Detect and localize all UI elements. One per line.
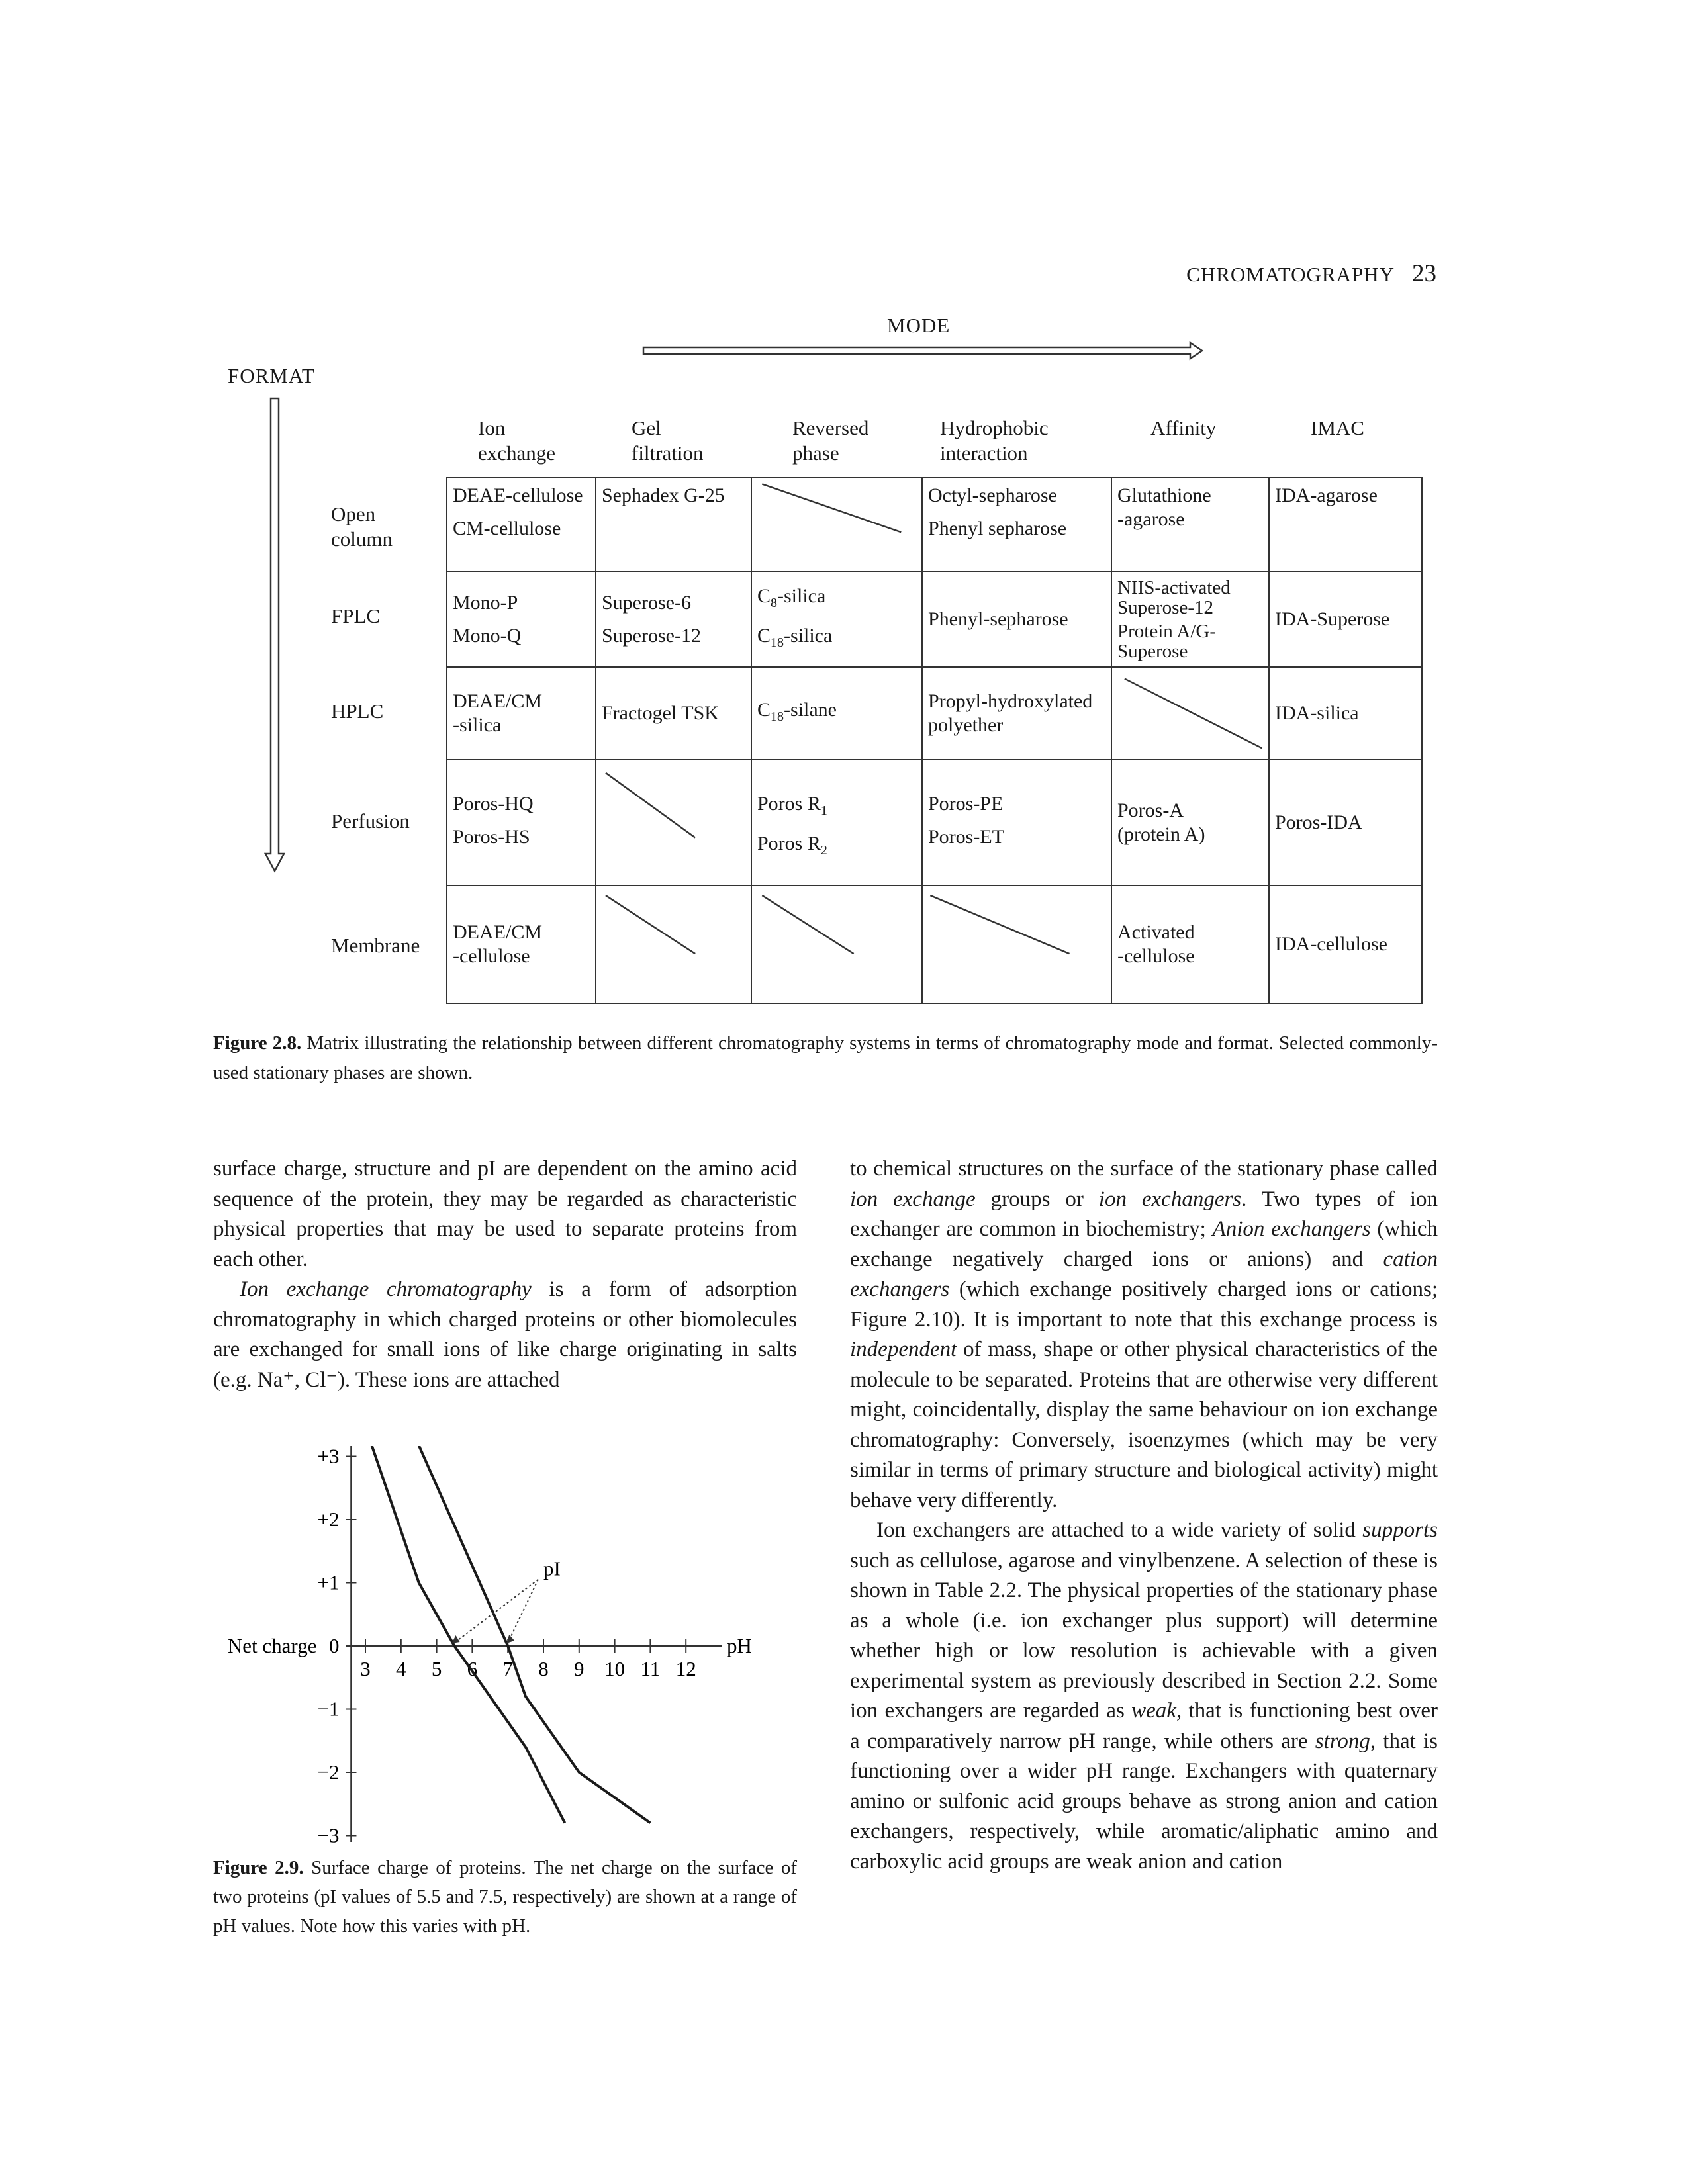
format-label: FORMAT xyxy=(228,364,315,387)
cell-fplc-imac: IDA-Superose xyxy=(1269,572,1422,667)
col-header-gel-filtration: Gel filtration xyxy=(632,416,704,465)
row-header-perfusion: Perfusion xyxy=(331,809,410,833)
cell-fplc-rp: $C_8$-silica $C_{18}$-silica xyxy=(751,572,922,667)
paragraph: surface charge, structure and pI are dependent on the amino acid sequence of the protein, they may be regarded as characteristic physical properties that may be used to separate proteins from each other. xyxy=(213,1157,797,1271)
pi-pointer-2 xyxy=(508,1580,538,1643)
cell-perf-rp: Poros $R_1$ Poros $R_2$ xyxy=(751,760,922,886)
paragraph: Ion exchange chromatography is a form of adsorption chromatography in which charged proteins or other biomolecules are exchanged for small ions of like charge originating in salts (e.g. Na⁺, Cl⁻). These ions are attached xyxy=(213,1277,797,1392)
y-tick-label: −3 xyxy=(317,1823,340,1843)
paragraph: Ion exchangers are attached to a wide variety of solid supports such as cellulose, agarose and vinylbenzene. A selection of these is shown in Table 2.2. The physical properties of the stationary phase as a whole (i.e. ion exchanger plus support) will determine whether high or low resolution is achievable with a given experimental system as previously described in Section 2.2. Some ion exchangers are regarded as weak, that is functioning best over a comparatively narrow pH range, while others are strong, that is functioning over a wider pH range. Exchangers with quaternary amino or sulfonic acid groups behave as strong anion and cation exchangers, respectively, while aromatic/aliphatic amino and carboxylic acid groups are weak anion and cation xyxy=(850,1518,1438,1874)
left-column-text xyxy=(213,1154,797,1395)
x-tick-label: 4 xyxy=(396,1657,406,1680)
col-header-affinity: Affinity xyxy=(1150,416,1217,439)
format-arrow-icon xyxy=(261,397,288,874)
y-axis-label: Net charge xyxy=(227,1634,317,1657)
pi-pointer-1 xyxy=(455,1580,538,1643)
caption-label: Figure 2.9. xyxy=(213,1857,304,1878)
col-header-hydrophobic: Hydrophobic interaction xyxy=(940,416,1049,465)
col-header-ion-exchange: Ion exchange xyxy=(478,416,556,465)
pi-annotation: pI xyxy=(543,1557,561,1580)
cell-hplc-hyd: Propyl-hydroxylated polyether xyxy=(922,667,1111,760)
row-header-open-column: Open column xyxy=(331,502,393,551)
cell-mem-hyd-empty xyxy=(922,886,1111,1003)
x-tick-label: 12 xyxy=(675,1657,696,1680)
cell-perf-imac: Poros-IDA xyxy=(1269,760,1422,886)
running-header xyxy=(1125,259,1436,288)
x-tick-label: 8 xyxy=(538,1657,549,1680)
paragraph: to chemical structures on the surface of the stationary phase called ion exchange groups or ion exchangers. Two types of ion exchanger are common in biochemistry; Anion exchangers (which exchange negatively charged ions or anions) and cation exchangers (which exchange positively charged ions or cations; Figure 2.10). It is important to note that this exchange process is independent of mass, shape or other physical characteristics of the molecule to be separated. Proteins that are otherwise very different might, coincidentally, display the same behaviour on ion exchange chromatography: Conversely, isoenzymes (which may be very similar in terms of primary structure and biological activity) might behave very differently. xyxy=(850,1157,1438,1512)
cell-open-aff: Glutathione -agarose xyxy=(1111,478,1269,572)
matrix-row-perfusion xyxy=(447,760,1422,886)
col-header-imac: IMAC xyxy=(1311,416,1364,439)
mode-label: MODE xyxy=(887,314,951,337)
y-tick-label: +1 xyxy=(317,1570,340,1594)
y-tick-label: −2 xyxy=(317,1760,340,1784)
x-tick-label: 11 xyxy=(640,1657,661,1680)
cell-fplc-ion: Mono-P Mono-Q xyxy=(447,572,596,667)
x-tick-label: 10 xyxy=(604,1657,626,1680)
series-line-2 xyxy=(415,1446,650,1823)
arrowhead-icon xyxy=(506,1635,514,1643)
row-header-hplc: HPLC xyxy=(331,700,384,723)
matrix-row-membrane xyxy=(447,886,1422,1003)
cell-perf-hyd: Poros-PE Poros-ET xyxy=(922,760,1111,886)
col-header-reversed-phase: Reversed phase xyxy=(792,416,869,465)
cell-hplc-ion: DEAE/CM -silica xyxy=(447,667,596,760)
cell-perf-aff: Poros-A (protein A) xyxy=(1111,760,1269,886)
cell-hplc-rp: $C_{18}$-silane xyxy=(751,667,922,760)
x-tick-label: 3 xyxy=(360,1657,371,1680)
cell-mem-rp-empty xyxy=(751,886,922,1003)
page-number: 23 xyxy=(1412,260,1436,287)
y-tick-label: +3 xyxy=(317,1446,340,1468)
matrix-row-open-column xyxy=(447,478,1422,572)
arrowhead-icon xyxy=(452,1635,460,1643)
caption-text: Matrix illustrating the relationship between different chromatography systems in terms of chromatography mode and format. Selected commonly-used stationary phases are shown. xyxy=(213,1032,1438,1083)
x-tick-label: 6 xyxy=(467,1657,478,1680)
cell-hplc-imac: IDA-silica xyxy=(1269,667,1422,760)
cell-fplc-hyd: Phenyl-sepharose xyxy=(922,572,1111,667)
cell-open-hyd: Octyl-sepharose Phenyl sepharose xyxy=(922,478,1111,572)
row-header-membrane: Membrane xyxy=(331,934,420,957)
caption-label: Figure 2.8. xyxy=(213,1032,302,1054)
cell-perf-ion: Poros-HQ Poros-HS xyxy=(447,760,596,886)
matrix-row-fplc xyxy=(447,572,1422,667)
cell-perf-gel-empty xyxy=(596,760,751,886)
y-tick-label: 0 xyxy=(328,1634,340,1657)
row-header-fplc: FPLC xyxy=(331,604,381,627)
x-axis-label: pH xyxy=(726,1634,752,1657)
x-tick-label: 5 xyxy=(431,1657,442,1680)
figure-2-8-caption xyxy=(213,1028,1438,1088)
x-tick-label: 9 xyxy=(574,1657,585,1680)
x-tick-label: 7 xyxy=(502,1657,513,1680)
figure-2-9-caption xyxy=(213,1853,797,1940)
cell-open-imac: IDA-agarose xyxy=(1269,478,1422,572)
running-title: CHROMATOGRAPHY xyxy=(1186,263,1395,286)
chromatography-matrix xyxy=(446,477,1423,1004)
series-line-1 xyxy=(369,1446,565,1823)
cell-fplc-gel: Superose-6 Superose-12 xyxy=(596,572,751,667)
cell-hplc-aff-empty xyxy=(1111,667,1269,760)
cell-mem-imac: IDA-cellulose xyxy=(1269,886,1422,1003)
y-tick-label: +2 xyxy=(317,1508,340,1531)
caption-text: Surface charge of proteins. The net charge on the surface of two proteins (pI values of 5.5 and 7.5, respectively) are shown at a range of pH values. Note how this varies with pH. xyxy=(213,1857,797,1936)
matrix-row-hplc xyxy=(447,667,1422,760)
cell-mem-ion: DEAE/CM -cellulose xyxy=(447,886,596,1003)
cell-mem-aff: Activated -cellulose xyxy=(1111,886,1269,1003)
cell-fplc-aff: NIIS-activated Superose-12 Protein A/G- Superose xyxy=(1111,572,1269,667)
y-tick-label: −1 xyxy=(317,1697,340,1721)
cell-hplc-gel: Fractogel TSK xyxy=(596,667,751,760)
cell-mem-gel-empty xyxy=(596,886,751,1003)
mode-arrow-icon xyxy=(642,341,1205,361)
cell-open-ion: DEAE-cellulose CM-cellulose xyxy=(447,478,596,572)
figure-2-9-chart xyxy=(212,1446,808,1843)
right-column-text xyxy=(850,1154,1438,1877)
cell-open-rp-empty xyxy=(751,478,922,572)
cell-open-gel: Sephadex G-25 xyxy=(596,478,751,572)
